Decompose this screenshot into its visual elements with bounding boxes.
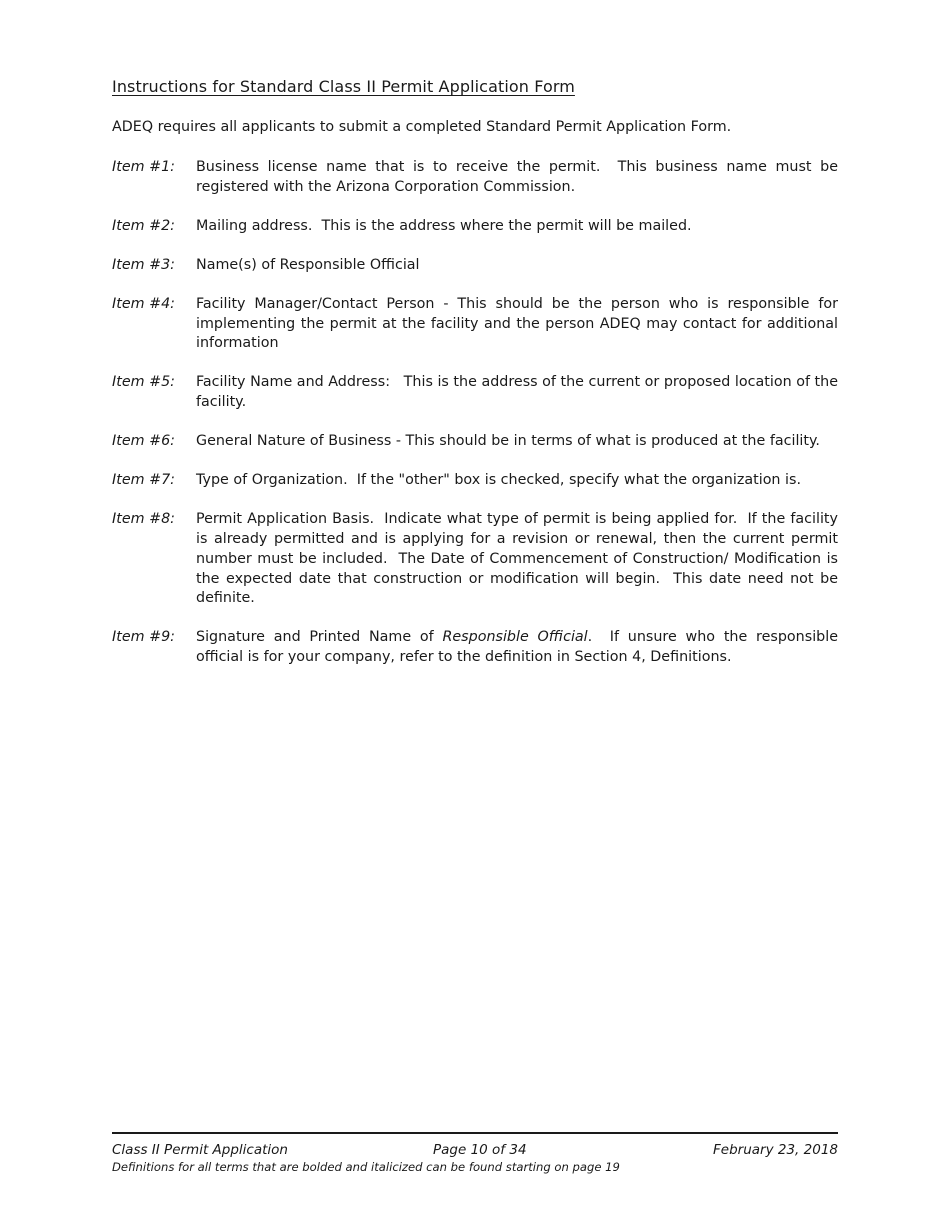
- footer-note: Definitions for all terms that are bolded and italicized can be found starting on page 19: [112, 1160, 620, 1174]
- emphasized-term: Responsible Official: [442, 629, 588, 646]
- list-item: [112, 217, 838, 237]
- list-item: [112, 295, 843, 354]
- footer-document-title: Class II Permit Application: [112, 1142, 288, 1158]
- item-list: [112, 158, 843, 687]
- item-label: Item #6:: [112, 433, 175, 450]
- list-item: [112, 471, 838, 491]
- list-item: [112, 510, 843, 609]
- list-item: [112, 158, 843, 197]
- item-label: Item #1:: [112, 159, 175, 175]
- list-item: [112, 432, 838, 452]
- item-label: Item #8:: [112, 511, 175, 528]
- item-text-part: . If unsure who the responsible official is for your company, refer to the definition in Section 4, Definitions.: [196, 629, 843, 666]
- item-label: Item #3:: [112, 256, 175, 273]
- footer-row: [112, 1142, 838, 1160]
- item-text: General Nature of Business - This should be in terms of what is produced at the facility.: [196, 433, 820, 450]
- item-text: Business license name that is to receive the permit. This business name must be registered with the Arizona Corporation Commission.: [196, 159, 843, 195]
- list-item: [112, 256, 838, 276]
- item-label: Item #2:: [112, 217, 175, 234]
- list-item: [112, 373, 843, 412]
- item-label: Item #9:: [112, 629, 175, 646]
- item-text: Facility Manager/Contact Person - This should be the person who is responsible for implementing the permit at the facility and the person ADEQ may contact for additional information: [196, 295, 843, 352]
- page-footer: [112, 1132, 838, 1174]
- item-text-part: Signature and Printed Name of: [196, 629, 443, 646]
- item-label: Item #7:: [112, 472, 175, 489]
- item-text: Facility Name and Address: This is the address of the current or proposed location of the facility.: [196, 374, 843, 411]
- item-text: Type of Organization. If the "other" box is checked, specify what the organization is.: [196, 472, 802, 489]
- item-text: [196, 628, 843, 667]
- item-text: Permit Application Basis. Indicate what type of permit is being applied for. If the facility is already permitted and is applying for a revision or renewal, then the current permit number must be included. The Date of Commencement of Construction/ Modification is the expected date that construction or modification will begin. This date need not be definite.: [196, 511, 843, 607]
- footer-page-number: Page 10 of 34: [433, 1142, 527, 1158]
- footer-date: February 23, 2018: [713, 1142, 838, 1158]
- page-title: Instructions for Standard Class II Permit Application Form: [112, 77, 575, 96]
- item-text: Name(s) of Responsible Official: [196, 256, 420, 273]
- intro-text: ADEQ requires all applicants to submit a completed Standard Permit Application Form.: [112, 119, 732, 135]
- item-label: Item #4:: [112, 295, 175, 312]
- item-label: Item #5:: [112, 374, 175, 391]
- list-item: [112, 628, 843, 667]
- item-text: Mailing address. This is the address where the permit will be mailed.: [196, 217, 692, 234]
